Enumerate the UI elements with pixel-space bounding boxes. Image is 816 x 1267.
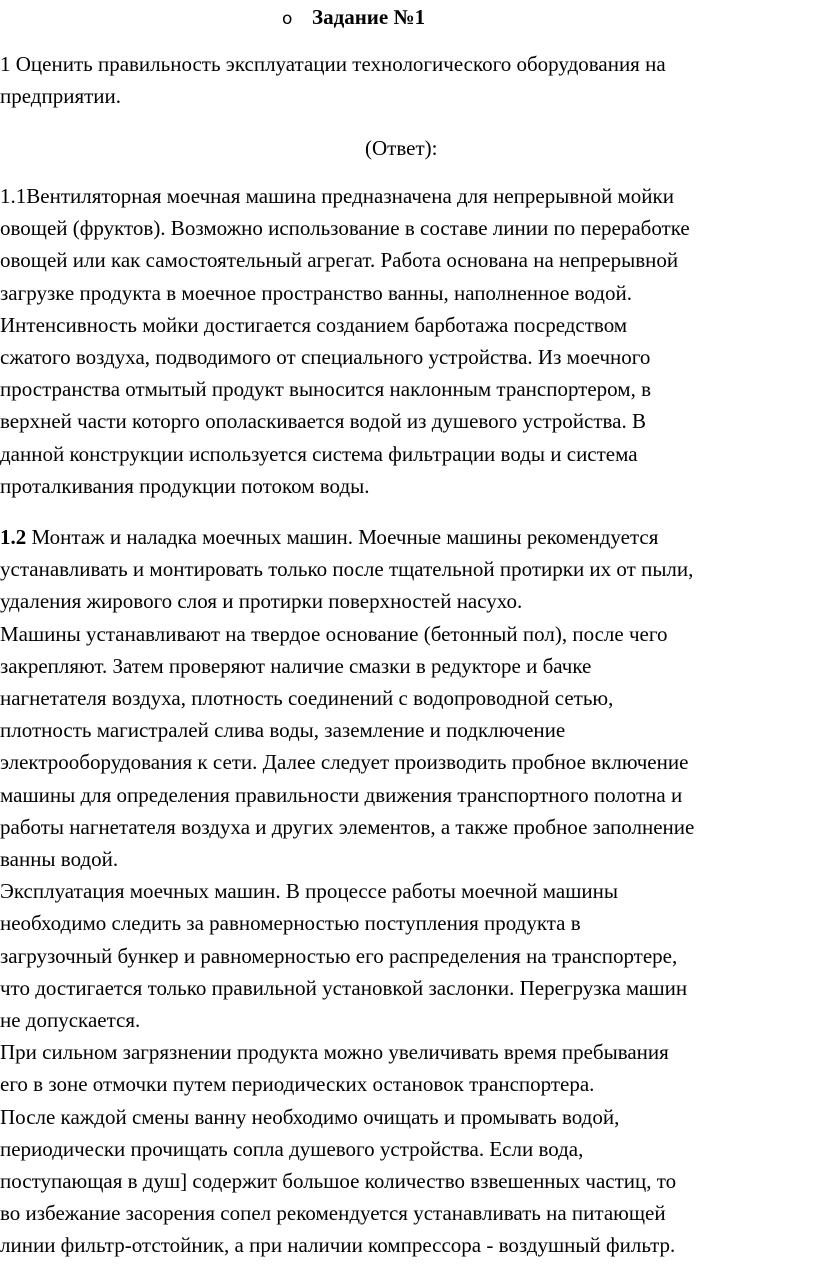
- task-heading: [282, 1, 425, 35]
- text-line: сжатого воздуха, подводимого от специального устройства. Из моечного: [0, 345, 651, 370]
- text-line: плотность магистралей слива воды, заземление и подключение: [0, 718, 566, 743]
- text-line: пространства отмытый продукт выносится наклонным транспортером, в: [0, 377, 651, 402]
- section-heading-text: Монтаж и наладка моечных машин. Моечные машины рекомендуется: [26, 525, 659, 549]
- text-line: верхней части которго ополаскивается водой из душевого устройства. В: [0, 409, 646, 434]
- text-line: После каждой смены ванну необходимо очищать и промывать водой,: [0, 1104, 620, 1129]
- text-line: поступающая в душ] содержит большое количество взвешенных частиц, то: [0, 1169, 677, 1194]
- section-1-1-paragraph: [0, 180, 816, 502]
- section-1-2-paragraph: [0, 521, 816, 1262]
- section-number: 1.2: [0, 525, 27, 549]
- text-line: необходимо следить за равномерностью поступления продукта в: [0, 911, 581, 936]
- text-line: овощей (фруктов). Возможно использование в составе линии по переработке: [0, 216, 690, 241]
- text-line: закрепляют. Затем проверяют наличие смазки в редукторе и бачке: [0, 653, 592, 678]
- text-line: его в зоне отмочки путем периодических остановок транспортера.: [0, 1072, 595, 1097]
- text-line: Интенсивность мойки достигается созданием барботажа посредством: [0, 312, 628, 337]
- text-line: ванны водой.: [0, 847, 119, 872]
- text-line: линии фильтр-отстойник, а при наличии компрессора - воздушный фильтр.: [0, 1233, 676, 1258]
- text-line: работы нагнетателя воздуха и других элементов, а также пробное заполнение: [0, 814, 695, 839]
- answer-label: [0, 132, 816, 164]
- text-line: машины для определения правильности движения транспортного полотна и: [0, 782, 683, 807]
- text-line: данной конструкции используется система фильтрации воды и система: [0, 441, 638, 466]
- text-line: периодически прочищать сопла душевого устройства. Если вода,: [0, 1136, 584, 1161]
- text-line: Машины устанавливают на твердое основание (бетонный пол), после чего: [0, 621, 668, 646]
- text-line: устанавливать и монтировать только после тщательной протирки их от пыли,: [0, 557, 694, 582]
- text-line: 1 Оценить правильность эксплуатации технологического оборудования на: [0, 52, 666, 76]
- task-title: Задание №1: [312, 5, 426, 29]
- text-line: 1.1Вентиляторная моечная машина предназначена для непрерывной мойки: [0, 184, 674, 208]
- text-line: овощей или как самостоятельный агрегат. Работа основана на непрерывной: [0, 248, 679, 273]
- text-line: При сильном загрязнении продукта можно увеличивать время пребывания: [0, 1040, 669, 1065]
- list-bullet: o: [282, 9, 293, 29]
- text-line: удаления жирового слоя и протирки поверхностей насухо.: [0, 589, 523, 614]
- text-line: нагнетателя воздуха, плотность соединений с водопроводной сетью,: [0, 686, 614, 711]
- text-line: загрузочный бункер и равномерностью его распределения на транспортере,: [0, 943, 678, 968]
- text-line: во избежание засорения сопел рекомендуется устанавливать на питающей: [0, 1201, 666, 1226]
- text-line: электрооборудования к сети. Далее следует производить пробное включение: [0, 750, 689, 775]
- text-line: [0, 521, 816, 553]
- text-line: не допускается.: [0, 1008, 141, 1033]
- answer-label-text: (Ответ):: [365, 136, 438, 160]
- text-line: загрузке продукта в моечное пространство ванны, наполненное водой.: [0, 280, 632, 305]
- text-line: проталкивания продукции потоком воды.: [0, 473, 370, 498]
- text-line: предприятии.: [0, 84, 122, 109]
- text-line: Эксплуатация моечных машин. В процессе работы моечной машины: [0, 879, 619, 904]
- question-paragraph: [0, 48, 816, 112]
- text-line: что достигается только правильной установкой заслонки. Перегрузка машин: [0, 975, 688, 1000]
